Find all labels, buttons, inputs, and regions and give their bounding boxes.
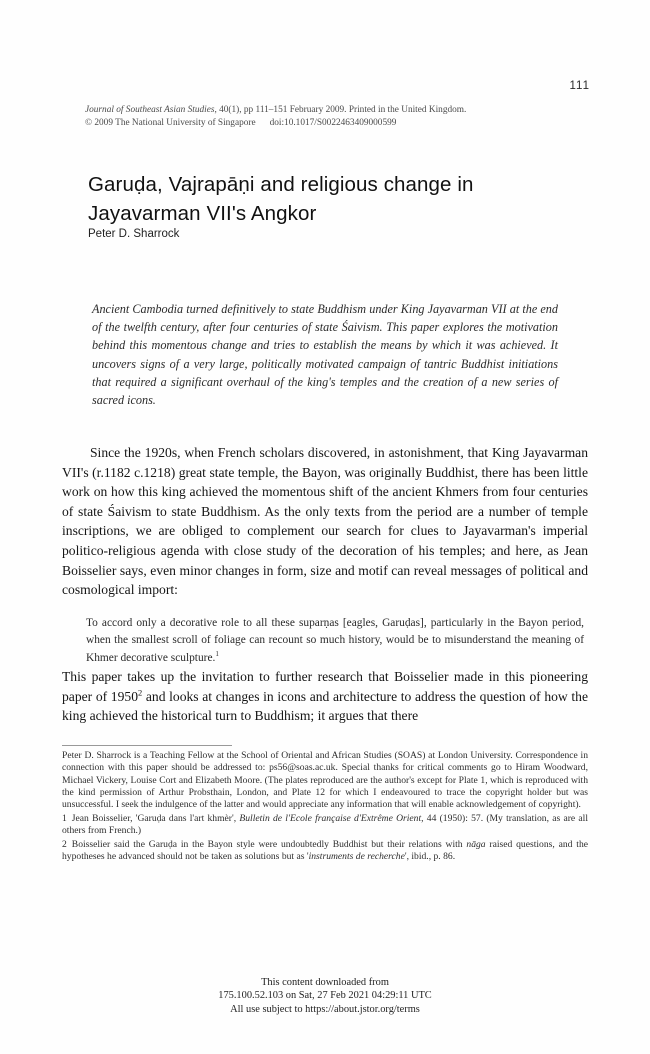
footnote-2-term-naga: nāga [466, 839, 486, 851]
footnote-1-number: 1 [62, 812, 67, 824]
footnote-separator-rule [62, 745, 232, 746]
page-number: 111 [569, 80, 590, 92]
jstor-line-1: This content downloaded from [261, 977, 389, 988]
body-paragraph-1: Since the 1920s, when French scholars discovered, in astonishment, that King Jayavarman VII's (r.1182 c.1218) great state temple, the Bayon, was originally Buddhist, there has been little work on how this king achieved the momentous shift of the ancient Khmers from four centuries of state Śaivism to state Buddhism. As the only texts from the period are a number of temple inscriptions, we are obliged to complement our search for clues to Jayavarman's imperial politico-religious agenda with close study of the decoration of his temples; and here, as Jean Boisselier says, even minor changes in form, size and motif can reveal messages of political and cosmological import: [62, 445, 588, 598]
footnote-2-number: 2 [62, 839, 67, 851]
block-quotation [86, 615, 584, 667]
jstor-line-3: All use subject to https://about.jstor.org/terms [230, 1003, 420, 1015]
footnote-2-term-instruments: instruments de recherche [308, 851, 405, 863]
page-title: Garuḍa, Vajrapāṇi and religious change in Jayavarman VII's Angkor [88, 172, 474, 225]
footnote-2-text-b: raised questions, and the hypotheses he advanced should not be taken as solutions but as ' [62, 839, 588, 863]
footnote-2-text-c: ', ibid., p. 86. [404, 851, 456, 863]
quotation-text: To accord only a decorative role to all these suparṇas [eagles, Garuḍas], particularly in the Bayon period, when the smallest scroll of foliage can recount so much history, would be to misunderstand the meaning of Khmer decorative sculpture. [86, 616, 584, 664]
journal-issue-info: , 40(1), pp 111–151 February 2009. Printed in the United Kingdom. [214, 105, 467, 115]
body-paragraph-2-part-1: This paper takes up the invitation to further research that Boisselier made in this pioneering paper of 1950 [62, 668, 588, 704]
footnote-1-text-a: Jean Boisselier, 'Garuḍa dans l'art khmèr', [71, 812, 240, 824]
journal-name: Journal of Southeast Asian Studies [85, 105, 215, 115]
footnote-2-text-a: Boisselier said the Garuḍa in the Bayon style were undoubtedly Buddhist but their relations with [71, 839, 467, 851]
footnote-author-note: Peter D. Sharrock is a Teaching Fellow at the School of Oriental and African Studies (SOAS) at London University. Correspondence in connection with this paper should be addressed to: ps56@soas.ac.uk. Special thanks for critical comments go to Hiram Woodward, Michael Vickery, Louise Cort and Elizabeth Moore. (The plates reproduced are the author's except for Plate 1, which is reproduced with the kind permission of Arthur Probsthain, London, and Plate 12 for which I endeavoured to trace the copyright holder but was unsuccessful. I seek the indulgence of the latter and would appreciate any information that will enable acknowledgement of copyright). [62, 750, 588, 811]
journal-citation-block [85, 104, 585, 129]
footnotes-block [62, 750, 588, 864]
body-footnote-marker-2: 2 [138, 687, 143, 698]
journal-citation-line [85, 104, 585, 117]
body-column [62, 443, 588, 726]
jstor-line-2: 175.100.52.103 on Sat, 27 Feb 2021 04:29:11 UTC [218, 990, 432, 1002]
author-byline: Peter D. Sharrock [88, 228, 180, 240]
abstract-text: Ancient Cambodia turned definitively to state Buddhism under King Jayavarman VII at the end of the twelfth century, after four centuries of state Śaivism. This paper explores the motivation behind this momentous change and tries to establish the means by which it was achieved. It uncovers signs of a very large, politically motivated campaign of tantric Buddhist initiations that required a significant overhaul of the king's temples and the creation of a new series of sacred icons. [92, 302, 558, 408]
footnote-1-text-b: , 44 (1950): 57. (My translation, as are all others from French.) [62, 812, 589, 837]
quotation-footnote-marker: 1 [215, 649, 219, 658]
jstor-download-stamp [0, 976, 650, 1016]
doi-text: doi:10.1017/S0022463409000599 [269, 117, 397, 128]
body-paragraph-2-part-2: and looks at changes in icons and architecture to address the question of how the king achieved the historical turn to Buddhism; it argues that there [62, 688, 588, 724]
footnote-2 [62, 839, 588, 864]
body-paragraph-2 [62, 667, 588, 726]
copyright-notice: © 2009 The National University of Singapore [85, 117, 256, 128]
footnote-1 [62, 813, 588, 838]
footnote-1-source-title: Bulletin de l'Ecole française d'Extrême Orient [239, 812, 422, 824]
journal-copyright-line [85, 117, 585, 130]
